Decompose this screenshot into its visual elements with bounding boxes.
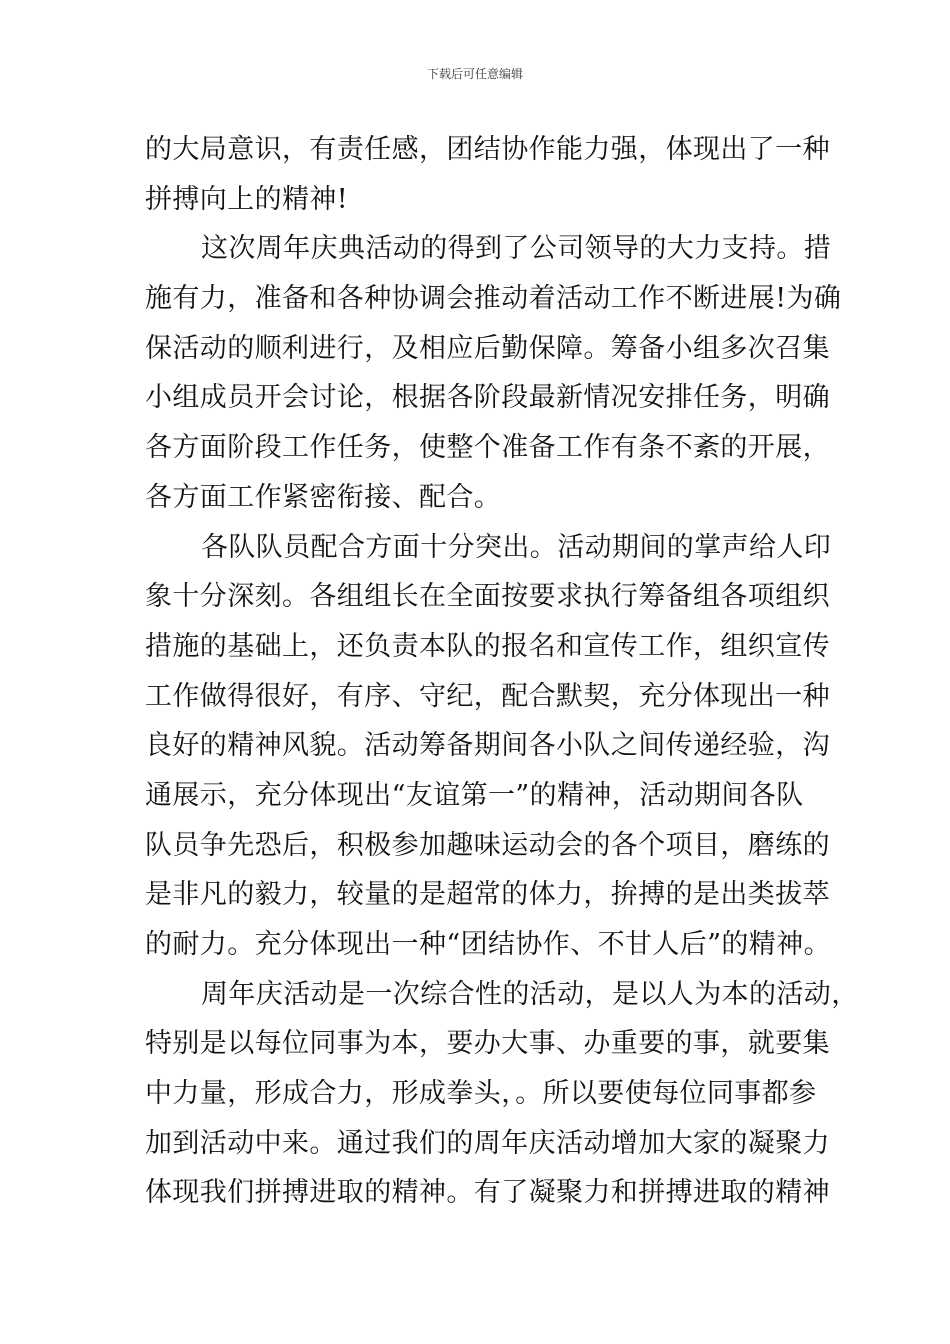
paragraph-4-line-3: 中力量，形成合力，形成拳头，。所以要使每位同事都参 [145,1078,817,1110]
paragraph-2-line-1: 这次周年庆典活动的得到了公司领导的大力支持。措 [201,233,832,265]
paragraph-3-line-5: 良好的精神风貌。活动筹备期间各小队之间传递经验，沟 [145,730,830,762]
paragraph-4-line-1: 周年庆活动是一次综合性的活动，是以人为本的活动， [201,978,859,1010]
paragraph-4-line-2: 特别是以每位同事为本，要办大事、办重要的事，就要集 [145,1028,830,1060]
paragraph-3-line-7: 队员争先恐后，积极参加趣味运动会的各个项目，磨练的 [145,829,830,861]
paragraph-3-line-3: 措施的基础上，还负责本队的报名和宣传工作，组织宣传 [145,630,830,662]
paragraph-4-line-5: 体现我们拼搏进取的精神。有了凝聚力和拼搏进取的精神 [145,1177,830,1209]
paragraph-3-line-8: 是非凡的毅力，较量的是超常的体力，拚搏的是出类拔萃 [145,879,830,911]
paragraph-3-line-4: 工作做得很好，有序、守纪，配合默契，充分体现出一种 [145,680,830,712]
paragraph-3-line-9: 的耐力。充分体现出一种“团结协作、不甘人后”的精神。 [145,929,832,960]
paragraph-1-line-2: 拼搏向上的精神! [145,183,349,215]
paragraph-4-line-4: 加到活动中来。通过我们的周年庆活动增加大家的凝聚力 [145,1127,830,1159]
paragraph-3-line-2: 象十分深刻。各组组长在全面按要求执行筹备组各项组织 [145,581,830,613]
paragraph-2-line-5: 各方面阶段工作任务，使整个准备工作有条不紊的开展， [145,432,830,464]
document-body [145,125,859,1218]
paragraph-2-line-6: 各方面工作紧密衔接、配合。 [145,481,502,513]
paragraph-2-line-4: 小组成员开会讨论，根据各阶段最新情况安排任务，明确 [145,382,830,414]
paragraph-2-line-2: 施有力，准备和各种协调会推动着活动工作不断进展!为确 [145,283,842,315]
paragraph-3-line-1: 各队队员配合方面十分突出。活动期间的掌声给人印 [201,531,832,563]
paragraph-1-line-1: 的大局意识，有责任感，团结协作能力强，体现出了一种 [145,134,830,165]
page-header: 下载后可任意编辑 [426,67,523,81]
paragraph-2-line-3: 保活动的顺利进行，及相应后勤保障。筹备小组多次召集 [145,332,830,364]
paragraph-3-line-6: 通展示，充分体现出“友谊第一”的精神，活动期间各队 [145,779,804,811]
